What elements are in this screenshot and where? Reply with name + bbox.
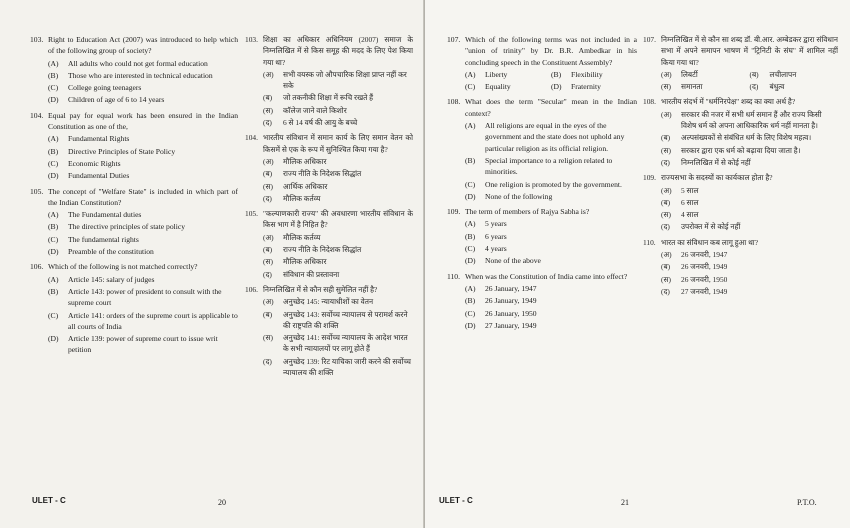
option-d bbox=[465, 320, 637, 331]
question-number: 106. bbox=[245, 284, 258, 294]
option-d bbox=[465, 255, 637, 266]
option-text: 26 January, 1949 bbox=[485, 296, 537, 306]
option-b bbox=[551, 69, 637, 80]
option-text: निम्नलिखित में से कोई नहीं bbox=[681, 157, 751, 167]
option-text: जो तकनीकी शिक्षा में रूचि रखते हैं bbox=[283, 93, 374, 103]
option-text: None of the above bbox=[485, 256, 541, 266]
option-text: सरकार की नजर में सभी धर्म समान हैं और राज्य किसी विशेष धर्म को अपना आधिकारिक धर्म नहीं मानता है। bbox=[681, 109, 822, 131]
option-label: (B) bbox=[48, 146, 59, 156]
option-text: Special importance to a religion related to minorities. bbox=[485, 155, 613, 177]
option-text: Fraternity bbox=[571, 82, 601, 92]
option-label: (ब) bbox=[661, 133, 671, 143]
option-text: All adults who could not get formal education bbox=[68, 58, 208, 68]
option-label: (स) bbox=[263, 105, 273, 115]
option-b bbox=[263, 92, 413, 103]
option-text: सरकार द्वारा एक धर्म को बढ़ावा दिया जाता है। bbox=[681, 145, 801, 155]
question-106-hi bbox=[245, 284, 413, 378]
option-label: (अ) bbox=[661, 109, 672, 119]
option-b bbox=[661, 261, 838, 272]
option-a bbox=[48, 209, 238, 220]
option-c bbox=[263, 105, 413, 116]
option-c bbox=[48, 310, 238, 333]
question-104-hi bbox=[245, 132, 413, 204]
option-text: Fundamental Duties bbox=[68, 171, 130, 181]
option-d bbox=[661, 286, 838, 297]
option-text: Preamble of the constitution bbox=[68, 247, 154, 257]
option-label: (B) bbox=[551, 69, 562, 79]
option-a bbox=[661, 249, 838, 260]
option-label: (स) bbox=[263, 257, 273, 267]
option-label: (द) bbox=[661, 222, 670, 232]
option-c bbox=[48, 234, 238, 245]
question-text: राज्यसभा के सदस्यों का कार्यकाल होता है? bbox=[661, 173, 773, 183]
option-label: (ब) bbox=[661, 197, 671, 207]
option-c bbox=[263, 256, 413, 267]
option-d bbox=[661, 221, 838, 232]
option-label: (द) bbox=[263, 269, 272, 279]
option-text: 5 years bbox=[485, 219, 507, 229]
option-text: लचीलापन bbox=[769, 69, 797, 79]
option-text: 26 January, 1950 bbox=[485, 308, 537, 318]
option-text: अनुच्छेद 139: रिट याचिका जारी करने की सर्वोच्च न्यायालय की शक्ति bbox=[283, 356, 411, 378]
question-110-en bbox=[447, 271, 637, 331]
option-b bbox=[263, 309, 413, 332]
option-d bbox=[48, 94, 238, 105]
question-number: 108. bbox=[447, 97, 461, 107]
question-number: 104. bbox=[30, 110, 44, 120]
option-text: अनुच्छेद 143: सर्वोच्च न्यायालय से परामर्श करने की राष्ट्रपति की शक्ति bbox=[283, 309, 408, 330]
question-107-en bbox=[447, 34, 637, 92]
option-label: (अ) bbox=[661, 250, 672, 260]
option-text: समानता bbox=[681, 82, 703, 92]
option-text: Article 141: orders of the supreme court is applicable to all courts of India bbox=[68, 310, 238, 331]
option-label: (D) bbox=[48, 334, 59, 344]
option-label: (स) bbox=[263, 181, 273, 191]
option-text: मौलिक कर्तव्य bbox=[283, 193, 321, 203]
option-d bbox=[263, 193, 413, 204]
option-b bbox=[48, 221, 238, 232]
option-label: (A) bbox=[48, 134, 59, 144]
option-label: (B) bbox=[48, 222, 59, 232]
option-text: Article 143: power of president to consult with the supreme court bbox=[68, 286, 222, 308]
option-label: (D) bbox=[551, 82, 562, 92]
option-row bbox=[465, 81, 637, 92]
option-d bbox=[48, 246, 238, 257]
question-number: 109. bbox=[643, 173, 656, 183]
option-a bbox=[48, 58, 238, 69]
option-text: बंधुत्व bbox=[769, 82, 785, 92]
option-text: मौलिक अधिकार bbox=[283, 156, 327, 166]
question-105-en bbox=[30, 186, 238, 258]
question-103-en bbox=[30, 34, 238, 106]
option-text: The Fundamental duties bbox=[68, 210, 142, 220]
option-label: (D) bbox=[465, 320, 476, 330]
option-d bbox=[48, 170, 238, 181]
option-label: (स) bbox=[661, 145, 671, 155]
option-text: मौलिक अधिकार bbox=[283, 257, 327, 267]
option-label: (D) bbox=[48, 171, 59, 181]
option-b bbox=[48, 146, 238, 157]
option-label: (A) bbox=[48, 274, 59, 284]
option-b bbox=[750, 69, 839, 80]
question-108-en bbox=[447, 96, 637, 202]
option-c bbox=[661, 145, 838, 156]
question-text: शिक्षा का अधिकार अधिनियम (2007) समाज के निम्नलिखित में से किस समूह की मदद के लिए पेश किया गया था? bbox=[263, 35, 413, 67]
question-text: The term of members of Rajya Sabha is? bbox=[465, 207, 590, 217]
left-hindi-column bbox=[245, 34, 413, 382]
option-label: (अ) bbox=[263, 156, 274, 166]
option-text: राज्य नीति के निदेशक सिद्धांत bbox=[283, 245, 362, 255]
option-label: (C) bbox=[465, 179, 476, 189]
option-a bbox=[661, 109, 838, 132]
option-label: (ब) bbox=[263, 309, 273, 319]
option-text: College going teenagers bbox=[68, 83, 142, 93]
option-c bbox=[661, 274, 838, 285]
question-106-en bbox=[30, 261, 238, 355]
option-text: 27 जनवरी, 1949 bbox=[681, 286, 728, 296]
option-label: (D) bbox=[465, 191, 476, 201]
option-b bbox=[465, 155, 637, 178]
option-label: (अ) bbox=[263, 232, 274, 242]
option-text: Liberty bbox=[485, 69, 508, 79]
right-hindi-column bbox=[643, 34, 838, 301]
question-number: 105. bbox=[245, 209, 258, 219]
option-d bbox=[48, 333, 238, 356]
option-label: (ब) bbox=[263, 93, 273, 103]
question-109-en bbox=[447, 206, 637, 266]
option-label: (C) bbox=[465, 308, 476, 318]
option-text: 6 years bbox=[485, 231, 507, 241]
question-109-hi bbox=[643, 172, 838, 232]
option-d bbox=[750, 81, 839, 92]
question-110-hi bbox=[643, 237, 838, 297]
page-number: 21 bbox=[621, 498, 629, 507]
option-label: (A) bbox=[465, 219, 476, 229]
option-b bbox=[48, 286, 238, 309]
option-label: (स) bbox=[661, 210, 671, 220]
right-english-column bbox=[447, 34, 637, 335]
option-label: (B) bbox=[465, 231, 476, 241]
question-text: What does the term "Secular" mean in the Indian context? bbox=[465, 97, 637, 118]
option-label: (C) bbox=[465, 82, 476, 92]
option-label: (D) bbox=[465, 256, 476, 266]
option-text: 6 से 14 वर्ष की आयु के बच्चे bbox=[283, 118, 358, 128]
option-label: (द) bbox=[263, 356, 272, 366]
option-text: 5 साल bbox=[681, 185, 699, 195]
option-a bbox=[263, 296, 413, 307]
question-108-hi bbox=[643, 96, 838, 168]
option-text: अनुच्छेद 141: सर्वोच्च न्यायालय के आदेश भारत के सभी न्यायालयों पर लागू होते हैं bbox=[283, 333, 408, 354]
option-text: 6 साल bbox=[681, 197, 699, 207]
question-number: 107. bbox=[447, 35, 461, 44]
question-number: 110. bbox=[447, 271, 461, 281]
option-label: (अ) bbox=[263, 69, 274, 79]
option-text: 26 जनवरी, 1947 bbox=[681, 250, 728, 260]
option-text: आर्थिक अधिकार bbox=[283, 181, 328, 191]
option-d bbox=[263, 269, 413, 280]
option-text: 26 जनवरी, 1949 bbox=[681, 262, 728, 272]
question-number: 103. bbox=[245, 35, 258, 44]
option-c bbox=[661, 81, 750, 92]
question-number: 104. bbox=[245, 133, 258, 143]
option-row bbox=[661, 81, 838, 92]
option-label: (C) bbox=[48, 310, 59, 320]
question-text: When was the Constitution of India came into effect? bbox=[465, 271, 628, 281]
option-b bbox=[263, 168, 413, 179]
question-text: निम्नलिखित में से कौन सही सुमेलित नहीं है? bbox=[263, 284, 378, 294]
option-row bbox=[661, 69, 838, 80]
option-a bbox=[48, 274, 238, 285]
option-c bbox=[465, 308, 637, 319]
option-b bbox=[263, 244, 413, 255]
option-label: (द) bbox=[263, 193, 272, 203]
option-d bbox=[551, 81, 637, 92]
option-text: Flexibility bbox=[571, 69, 603, 79]
option-label: (ब) bbox=[263, 169, 273, 179]
option-label: (स) bbox=[661, 82, 671, 92]
option-label: (अ) bbox=[661, 185, 672, 195]
question-number: 108. bbox=[643, 97, 656, 107]
question-number: 105. bbox=[30, 186, 44, 196]
option-label: (ब) bbox=[263, 245, 273, 255]
option-text: None of the following bbox=[485, 191, 553, 201]
option-text: सभी वयस्क जो औपचारिक शिक्षा प्राप्त नहीं कर सके bbox=[283, 69, 407, 91]
option-text: Children of age of 6 to 14 years bbox=[68, 95, 165, 105]
option-c bbox=[263, 332, 413, 355]
option-label: (B) bbox=[48, 70, 59, 80]
question-text: "कल्याणकारी राज्य" की अवधारणा भारतीय संविधान के किस भाग में है निहित है? bbox=[263, 209, 413, 230]
option-label: (B) bbox=[48, 286, 59, 296]
option-text: One religion is promoted by the government. bbox=[485, 179, 622, 189]
question-text: Equal pay for equal work has been ensured in the Indian Constitution as one of the, bbox=[48, 110, 238, 132]
option-d bbox=[263, 356, 413, 379]
booklet-code: ULET - C bbox=[439, 496, 473, 505]
option-text: 26 January, 1947 bbox=[485, 283, 537, 293]
option-label: (स) bbox=[263, 333, 273, 343]
option-a bbox=[465, 69, 551, 80]
option-label: (D) bbox=[48, 95, 59, 105]
question-103-hi bbox=[245, 34, 413, 128]
option-text: 4 साल bbox=[681, 210, 699, 220]
option-c bbox=[465, 81, 551, 92]
booklet-code: ULET - C bbox=[32, 496, 66, 505]
option-label: (B) bbox=[465, 155, 476, 165]
option-text: उपरोक्त में से कोई नहीं bbox=[681, 222, 741, 232]
option-a bbox=[263, 69, 413, 92]
question-text: Which of the following is not matched correctly? bbox=[48, 262, 198, 272]
option-text: 27 January, 1949 bbox=[485, 320, 537, 330]
option-a bbox=[465, 283, 637, 294]
option-text: राज्य नीति के निदेशक सिद्धांत bbox=[283, 169, 362, 179]
option-text: Directive Principles of State Policy bbox=[68, 146, 176, 156]
option-label: (C) bbox=[48, 158, 59, 168]
question-107-hi bbox=[643, 34, 838, 92]
option-a bbox=[263, 232, 413, 243]
left-english-column bbox=[30, 34, 238, 360]
option-row bbox=[465, 69, 637, 80]
option-label: (A) bbox=[48, 210, 59, 220]
option-label: (द) bbox=[749, 82, 759, 92]
option-label: (D) bbox=[48, 247, 59, 257]
right-page bbox=[425, 0, 850, 528]
option-text: Equality bbox=[485, 82, 511, 92]
option-c bbox=[263, 181, 413, 192]
option-b bbox=[661, 132, 838, 143]
option-b bbox=[465, 231, 637, 242]
option-text: All religions are equal in the eyes of the government and the state does not uphold any particular religion as its official religion. bbox=[485, 121, 625, 153]
option-b bbox=[465, 295, 637, 306]
option-label: (C) bbox=[465, 244, 476, 254]
option-a bbox=[263, 156, 413, 167]
option-text: Fundamental Rights bbox=[68, 134, 130, 144]
option-b bbox=[48, 70, 238, 81]
option-label: (ब) bbox=[749, 69, 759, 79]
option-a bbox=[661, 185, 838, 196]
option-text: Article 145: salary of judges bbox=[68, 274, 155, 284]
option-c bbox=[661, 209, 838, 220]
option-d bbox=[465, 191, 637, 202]
option-c bbox=[48, 158, 238, 169]
question-104-en bbox=[30, 110, 238, 182]
pto-note: P.T.O. bbox=[797, 498, 817, 507]
option-a bbox=[661, 69, 750, 80]
option-b bbox=[661, 197, 838, 208]
option-d bbox=[263, 117, 413, 128]
question-105-hi bbox=[245, 208, 413, 280]
option-text: अल्पसंख्यकों से संबंधित धर्म के लिए विशेष महत्व। bbox=[681, 133, 812, 143]
option-a bbox=[48, 133, 238, 144]
option-label: (C) bbox=[48, 83, 59, 93]
option-label: (A) bbox=[48, 58, 59, 68]
option-label: (B) bbox=[465, 296, 476, 306]
option-text: The directive principles of state policy bbox=[68, 222, 186, 232]
option-label: (A) bbox=[465, 283, 476, 293]
option-label: (अ) bbox=[263, 297, 274, 307]
option-label: (ब) bbox=[661, 262, 671, 272]
option-label: (अ) bbox=[661, 69, 672, 79]
question-text: भारतीय संदर्भ में "धर्मनिरपेक्ष" शब्द का क्या अर्थ है? bbox=[661, 97, 796, 107]
option-text: लिबर्टी bbox=[681, 69, 698, 79]
option-text: 4 years bbox=[485, 244, 507, 254]
option-c bbox=[48, 82, 238, 93]
option-label: (द) bbox=[263, 118, 272, 128]
option-text: Article 139: power of supreme court to issue writ petition bbox=[68, 334, 218, 355]
question-number: 110. bbox=[643, 237, 656, 247]
question-number: 107. bbox=[643, 35, 656, 44]
option-text: मौलिक कर्तव्य bbox=[283, 232, 321, 242]
question-text: The concept of "Welfare State" is included in which part of the Indian Constitution? bbox=[48, 186, 238, 207]
option-a bbox=[465, 120, 637, 154]
question-text: Which of the following terms was not included in a "union of trinity" by Dr. B.R. Ambedkar in his concluding speech in the Constituent Assembly? bbox=[465, 35, 637, 67]
question-number: 109. bbox=[447, 207, 461, 217]
question-number: 103. bbox=[30, 35, 44, 44]
option-text: Economic Rights bbox=[68, 158, 121, 168]
option-text: Those who are interested in technical education bbox=[68, 70, 213, 80]
question-text: भारतीय संविधान में समान कार्य के लिए समान वेतन को किसमें से एक के रूप में सुनिश्चित किया गया है? bbox=[263, 133, 413, 154]
option-text: कॉलेज जाने वाले किशोर bbox=[283, 105, 347, 115]
option-label: (स) bbox=[661, 274, 671, 284]
option-label: (द) bbox=[661, 286, 670, 296]
page-number: 20 bbox=[218, 498, 226, 507]
option-label: (C) bbox=[48, 234, 59, 244]
option-c bbox=[465, 243, 637, 254]
question-text: Right to Education Act (2007) was introduced to help which of the following group of society? bbox=[48, 35, 238, 56]
question-text: निम्नलिखित में से कौन सा शब्द डॉ. बी.आर. अम्बेडकर द्वारा संविधान सभा में अपने समापन भाषण में "ट्रिनिटी के संघ" में शामिल नहीं किया गया था? bbox=[661, 35, 838, 67]
question-number: 106. bbox=[30, 262, 44, 272]
option-text: अनुच्छेद 145: न्यायाधीशों का वेतन bbox=[283, 297, 374, 307]
option-label: (द) bbox=[661, 157, 670, 167]
option-text: The fundamental rights bbox=[68, 234, 139, 244]
option-text: संविधान की प्रस्तावना bbox=[283, 269, 340, 279]
option-label: (A) bbox=[465, 121, 476, 131]
option-label: (A) bbox=[465, 69, 476, 79]
option-c bbox=[465, 179, 637, 190]
option-d bbox=[661, 157, 838, 168]
question-text: भारत का संविधान कब लागू हुआ था? bbox=[661, 237, 758, 247]
option-text: 26 जनवरी, 1950 bbox=[681, 274, 728, 284]
option-a bbox=[465, 218, 637, 229]
